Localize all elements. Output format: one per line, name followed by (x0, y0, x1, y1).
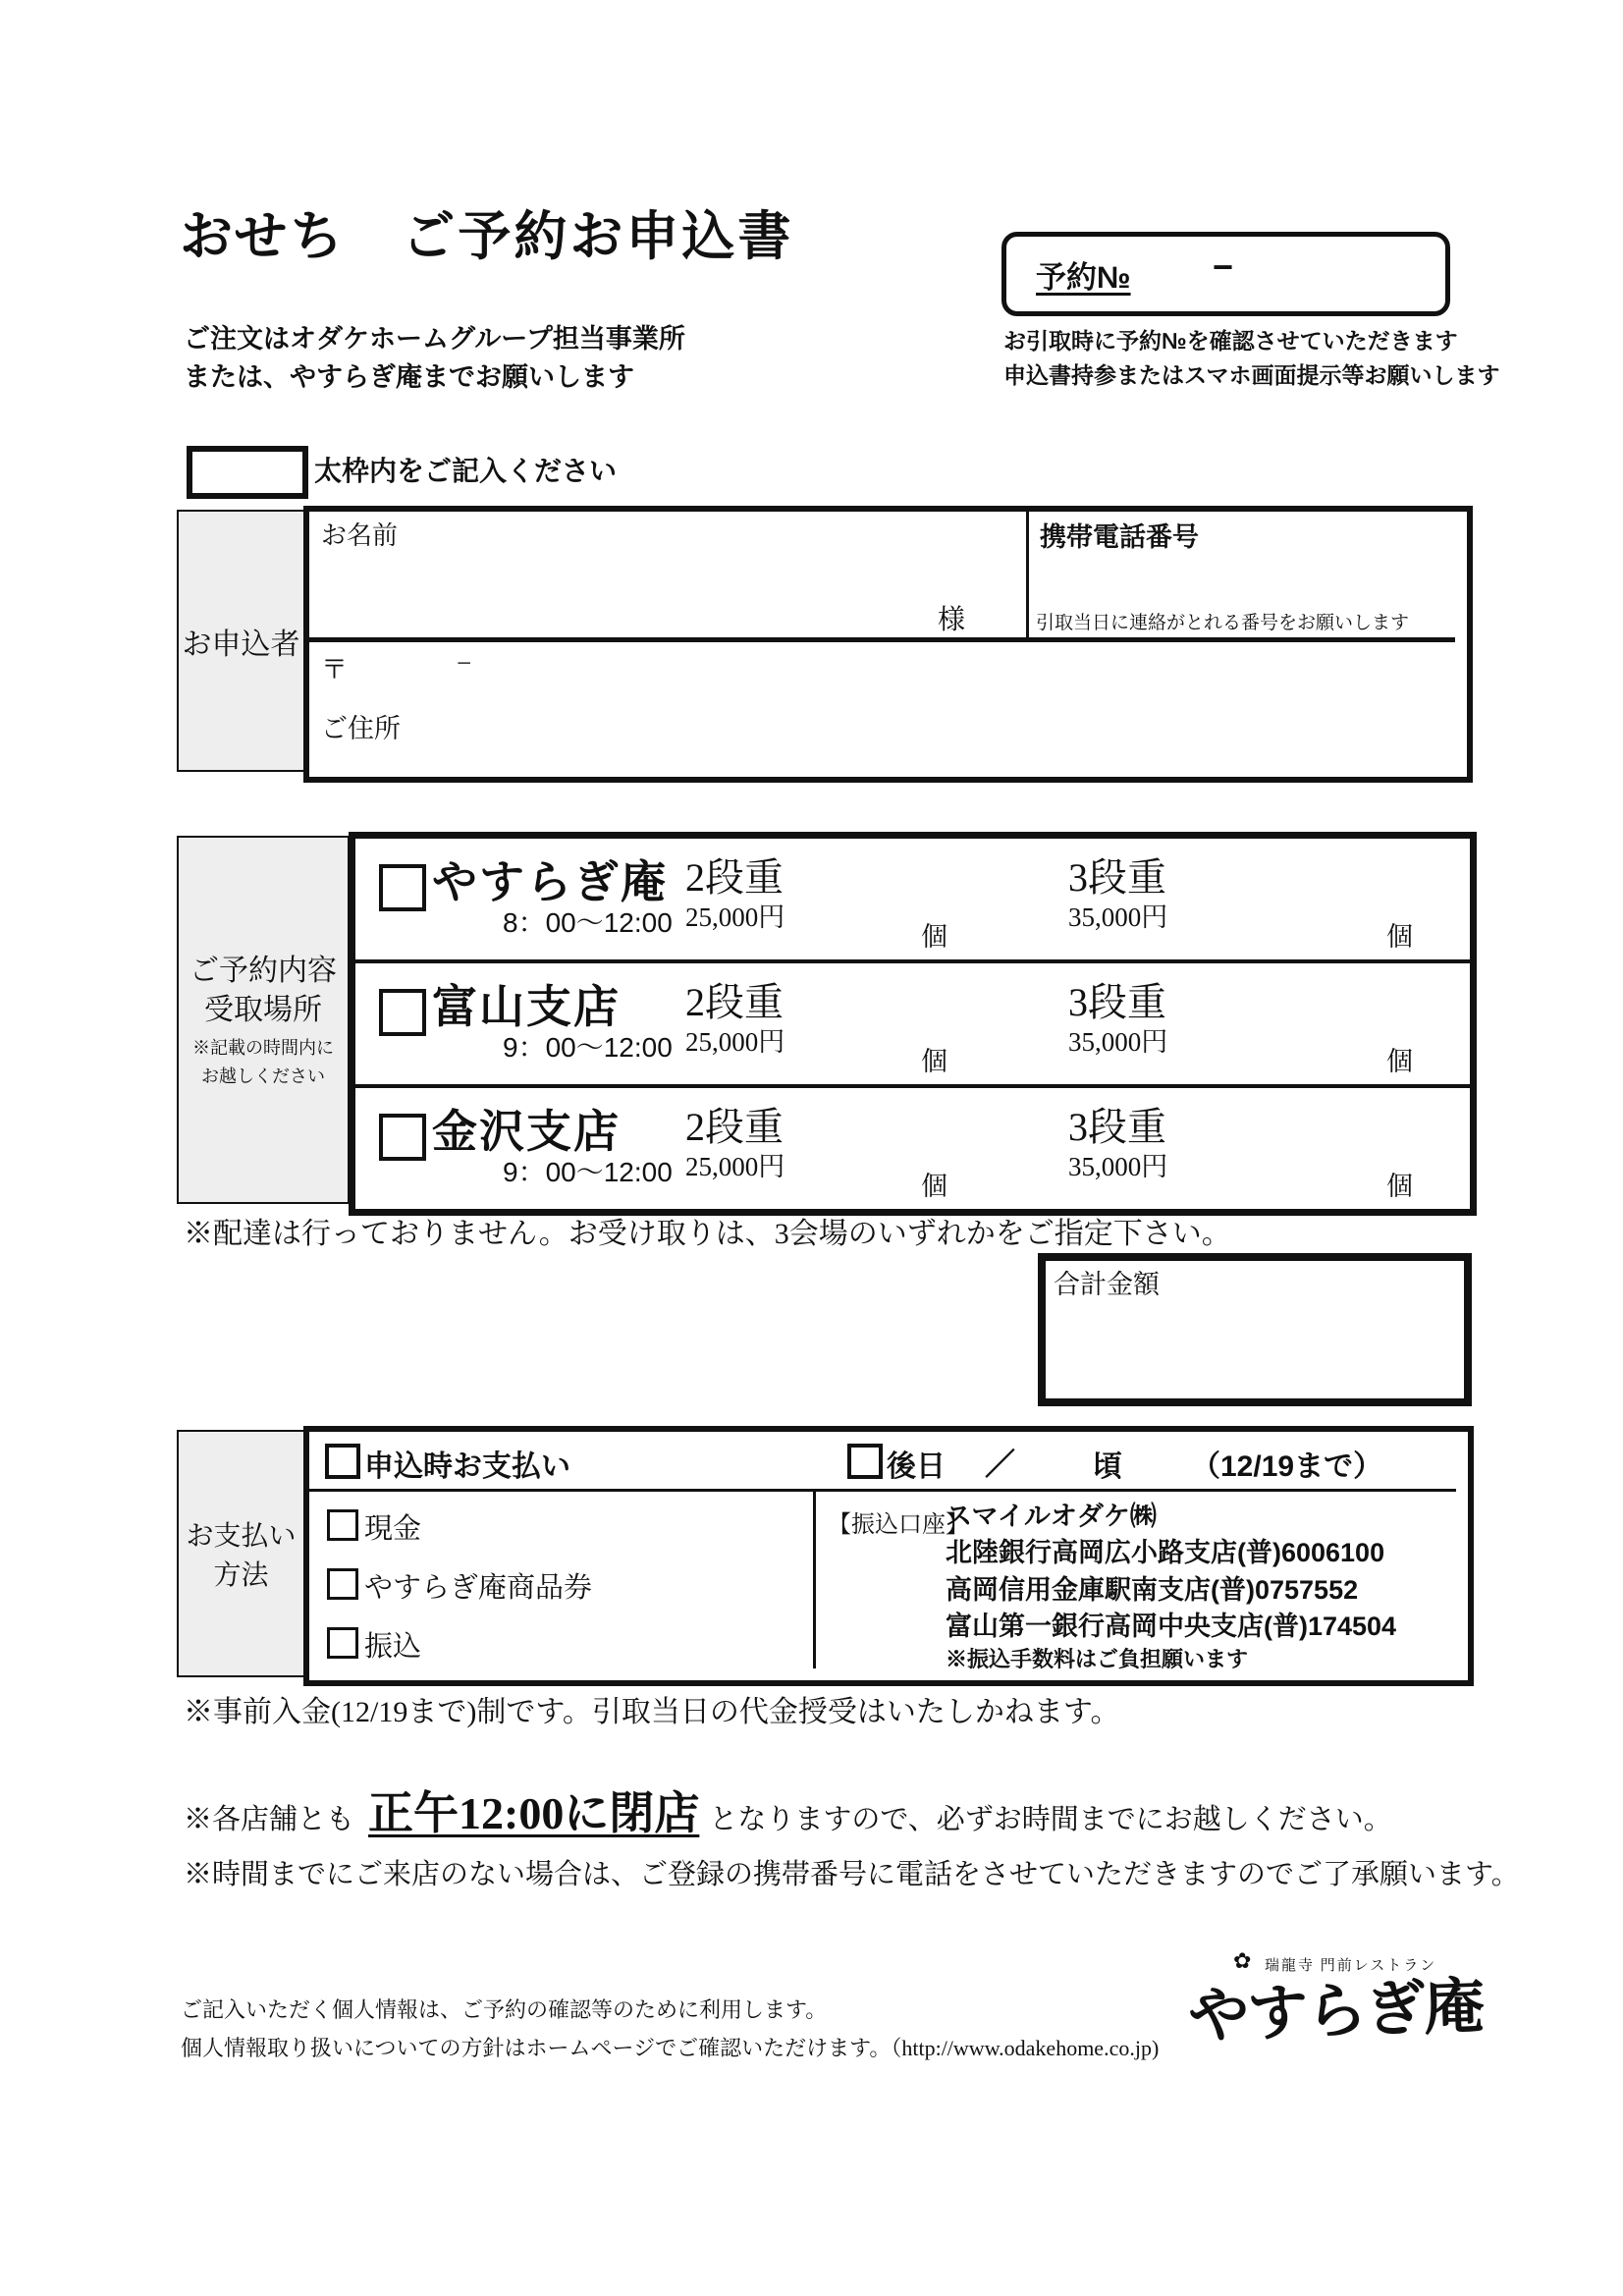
reservation-section-note-line2: お越しください (201, 1066, 325, 1086)
honorific-label: 様 (938, 605, 966, 635)
closing-note-suffix: となりますので、必ずお時間までにお越しください。 (709, 1804, 1392, 1835)
order-contact-note-line1: ご注文はオダケホームグループ担当事業所 (184, 324, 685, 354)
reservation-section-label-line1: ご予約内容 (189, 954, 337, 987)
privacy-line1: ご記入いただく個人情報は、ご予約の確認等のために利用します。 (181, 1997, 828, 2022)
transfer-checkbox[interactable] (327, 1627, 358, 1659)
closing-time-highlight: 正午12:00に閉店 (368, 1788, 700, 1838)
payment-timing-row (309, 1432, 1456, 1492)
pickup-row-toyama (355, 963, 1470, 1084)
tier3-unit-label[interactable]: 個 (1386, 1172, 1413, 1201)
total-amount-box[interactable] (1038, 1253, 1472, 1406)
pickup-time: 9：00～12:00 (503, 1157, 673, 1187)
bank-account: 富山第一銀行高岡中央支店(普)174504 (946, 1611, 1397, 1641)
closing-time-note (184, 1777, 1392, 1842)
name-label: お名前 (321, 521, 399, 550)
pickup-row-yasuragian (355, 839, 1470, 959)
tier3-price: 35,000円 (1068, 1152, 1168, 1181)
tier2-label: 2段重 (685, 855, 784, 900)
tier2-price: 25,000円 (685, 1027, 785, 1057)
kanazawa-checkbox[interactable] (379, 1114, 426, 1161)
order-contact-note (184, 320, 685, 397)
postal-separator: − (457, 648, 472, 678)
tier2-price: 25,000円 (685, 1152, 785, 1181)
method-giftcert-option[interactable] (327, 1565, 592, 1606)
payment-section-label-line1: お支払い (186, 1521, 297, 1552)
method-cash-option[interactable] (327, 1506, 421, 1547)
store-name: 金沢支店 (432, 1107, 621, 1157)
pay-later-date-slash[interactable]: ／ (985, 1448, 1015, 1482)
tier3-label: 3段重 (1068, 1105, 1166, 1149)
reservation-number-separator: − (1213, 246, 1234, 287)
pay-at-application-label: 申込時お支払い (364, 1450, 570, 1483)
applicant-box (303, 506, 1473, 783)
cash-label: 現金 (364, 1513, 422, 1545)
privacy-line2: 個人情報取り扱いについての方針はホームページでご確認いただけます。（http://www.odakehome.co.jp) (181, 2035, 1160, 2060)
total-amount-label: 合計金額 (1054, 1270, 1160, 1299)
giftcert-label: やすらぎ庵商品券 (364, 1572, 593, 1604)
yasuragian-logo: やすらぎ庵 (1187, 1973, 1485, 2051)
transfer-label: 振込 (364, 1631, 422, 1663)
no-show-note: ※時間までにご来店のない場合は、ご登録の携帯番号に電話をさせていただきますのでご了承願います。 (184, 1859, 1520, 1890)
reservation-number-label: 予約№ (1036, 260, 1131, 295)
applicant-section-label (177, 510, 305, 772)
reservation-number-box[interactable] (1001, 232, 1450, 316)
tier3-unit-label[interactable]: 個 (1386, 1047, 1413, 1076)
pay-later-deadline: （12/19まで） (1191, 1450, 1383, 1483)
reservation-number-notes (1003, 324, 1500, 392)
transfer-fee-note: ※振込手数料はご負担願います (946, 1647, 1249, 1671)
applicant-name-row[interactable] (309, 512, 1455, 642)
bank-account-label: 【振込口座】 (828, 1512, 969, 1538)
phone-label[interactable]: 携帯電話番号 (1040, 522, 1199, 552)
pay-later-checkbox[interactable] (847, 1444, 883, 1479)
tier2-price: 25,000円 (685, 902, 785, 932)
cash-checkbox[interactable] (327, 1509, 358, 1541)
tier2-unit-label[interactable]: 個 (921, 1047, 947, 1076)
order-contact-note-line2: または、やすらぎ庵までお願いします (184, 362, 634, 393)
tier3-price: 35,000円 (1068, 902, 1168, 932)
reservation-number-note2: 申込書持参またはスマホ画面提示等お願いします (1003, 361, 1500, 388)
pay-at-application-checkbox[interactable] (325, 1444, 360, 1479)
address-label: ご住所 (321, 714, 401, 743)
tier2-unit-label[interactable]: 個 (921, 922, 947, 952)
phone-cell-divider (1026, 512, 1029, 637)
flower-icon: ✿ (1233, 1948, 1252, 1973)
form-title: おせち ご予約お申込書 (180, 207, 794, 266)
bank-company: スマイルオダケ㈱ (946, 1502, 1157, 1531)
logo-tagline: 瑞龍寺 門前レストラン (1265, 1958, 1437, 1974)
tier2-label: 2段重 (685, 980, 784, 1024)
payment-section-label (177, 1430, 305, 1677)
closing-note-prefix: ※各店舗とも (184, 1804, 355, 1835)
bold-frame-sample-box (187, 446, 308, 499)
payment-cell-divider (813, 1492, 816, 1668)
payment-section-label-line2: 方法 (213, 1560, 269, 1591)
toyama-checkbox[interactable] (379, 989, 426, 1036)
pay-later-time-label: 頃 (1093, 1450, 1122, 1483)
postal-mark: 〒 (321, 655, 348, 684)
tier3-price: 35,000円 (1068, 1027, 1168, 1057)
giftcert-checkbox[interactable] (327, 1568, 358, 1600)
privacy-notes (181, 1992, 1159, 2067)
tier3-label: 3段重 (1068, 855, 1166, 900)
pay-at-application-option[interactable] (325, 1442, 570, 1485)
reservation-section-label (177, 836, 350, 1204)
no-delivery-note: ※配達は行っておりません。お受け取りは、3会場のいずれかをご指定下さい。 (184, 1218, 1231, 1250)
payment-box (303, 1426, 1474, 1686)
pay-later-option[interactable] (847, 1442, 946, 1485)
yasuragian-checkbox[interactable] (379, 864, 426, 911)
prepayment-note: ※事前入金(12/19まで)制です。引取当日の代金授受はいたしかねます。 (184, 1696, 1120, 1728)
tier3-unit-label[interactable]: 個 (1386, 922, 1413, 952)
pay-later-label: 後日 (887, 1450, 946, 1483)
reservation-section-label-line2: 受取場所 (204, 994, 322, 1027)
tier2-unit-label[interactable]: 個 (921, 1172, 947, 1201)
bank-account-details (946, 1499, 1396, 1674)
pickup-time: 9：00～12:00 (503, 1032, 673, 1063)
tier2-label: 2段重 (685, 1105, 784, 1149)
store-name: 富山支店 (432, 982, 621, 1032)
pickup-row-kanazawa (355, 1088, 1470, 1209)
bank-account: 高岡信用金庫駅南支店(普)0757552 (946, 1574, 1359, 1605)
phone-note: 引取当日に連絡がとれる番号をお願いします (1036, 613, 1410, 633)
applicant-address-row[interactable] (309, 642, 1455, 765)
pickup-location-table (349, 832, 1477, 1216)
tier3-label: 3段重 (1068, 980, 1166, 1024)
method-transfer-option[interactable] (327, 1624, 421, 1665)
store-name: やすらぎ庵 (432, 857, 668, 907)
reservation-number-note1: お引取時に予約№を確認させていただきます (1003, 328, 1458, 354)
applicant-section-label-text: お申込者 (182, 628, 300, 661)
pickup-time: 8：00～12:00 (503, 907, 673, 938)
bold-frame-instruction: 太枠内をご記入ください (314, 456, 618, 486)
reservation-section-note-line1: ※記載の時間内に (192, 1037, 334, 1058)
bank-account: 北陸銀行高岡広小路支店(普)6006100 (946, 1538, 1385, 1568)
